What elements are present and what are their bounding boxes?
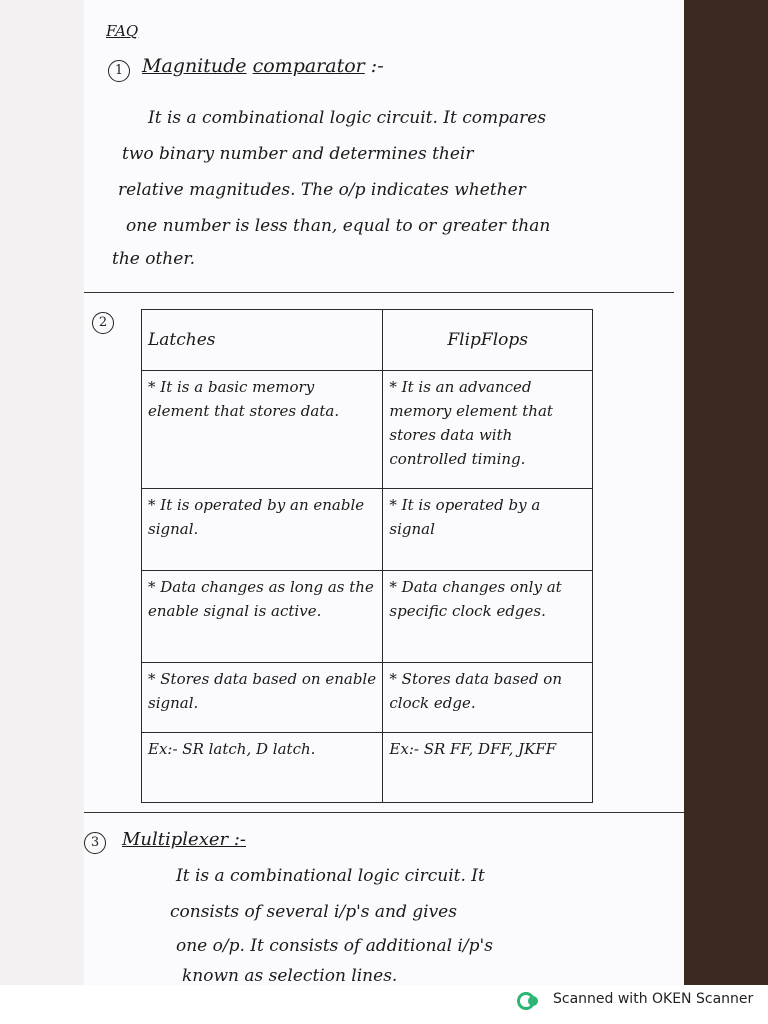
q1-line: one number is less than, equal to or greater than (126, 216, 551, 236)
q3-line: one o/p. It consists of additional i/p's (176, 936, 493, 956)
q1-title-part1: Magnitude (142, 55, 247, 77)
scanner-watermark-text: Scanned with OKEN Scanner (553, 991, 754, 1007)
q1-line: two binary number and determines their (122, 144, 474, 164)
q1-title-part2: comparator (252, 55, 365, 77)
q2-number-badge: 2 (92, 312, 114, 334)
q3-line: consists of several i/p's and gives (170, 902, 457, 922)
right-dark-edge (684, 0, 768, 985)
table-cell: * It is a basic memory element that stores data. (142, 371, 383, 489)
latch-flipflop-table (141, 309, 593, 803)
q3-line: It is a combinational logic circuit. It (176, 866, 485, 886)
scanner-logo-icon (517, 991, 541, 1011)
header-flipflops: FlipFlops (383, 310, 593, 371)
table-cell: * Data changes as long as the enable signal is active. (142, 571, 383, 663)
table-cell: * Data changes only at specific clock edges. (383, 571, 593, 663)
table-row (142, 371, 593, 489)
table-cell: Ex:- SR FF, DFF, JKFF (383, 733, 593, 803)
table-cell: * It is operated by an enable signal. (142, 489, 383, 571)
table-header-row (142, 310, 593, 371)
header-latches: Latches (142, 310, 383, 371)
q3-title: Multiplexer :- (122, 829, 246, 850)
q1-line: the other. (112, 249, 195, 269)
table-row (142, 571, 593, 663)
table-cell: Ex:- SR latch, D latch. (142, 733, 383, 803)
table-row (142, 663, 593, 733)
q1-line: relative magnitudes. The o/p indicates whether (118, 180, 526, 200)
table-cell: * It is an advanced memory element that stores data with controlled timing. (383, 371, 593, 489)
notebook-page (84, 0, 684, 985)
table-cell: * Stores data based on enable signal. (142, 663, 383, 733)
q1-title-suffix: :- (370, 55, 384, 77)
q3-line: known as selection lines. (182, 966, 398, 985)
table-row (142, 489, 593, 571)
section-divider (84, 812, 684, 813)
q3-number-badge: 3 (84, 832, 106, 854)
table-cell: * It is operated by a signal (383, 489, 593, 571)
q1-number-badge: 1 (108, 60, 130, 82)
q1-title (142, 55, 384, 77)
faq-tag: FAQ (106, 22, 139, 40)
table-cell: * Stores data based on clock edge. (383, 663, 593, 733)
left-margin (0, 0, 84, 985)
section-divider (84, 292, 674, 293)
q1-line: It is a combinational logic circuit. It compares (148, 108, 547, 128)
table-row (142, 733, 593, 803)
